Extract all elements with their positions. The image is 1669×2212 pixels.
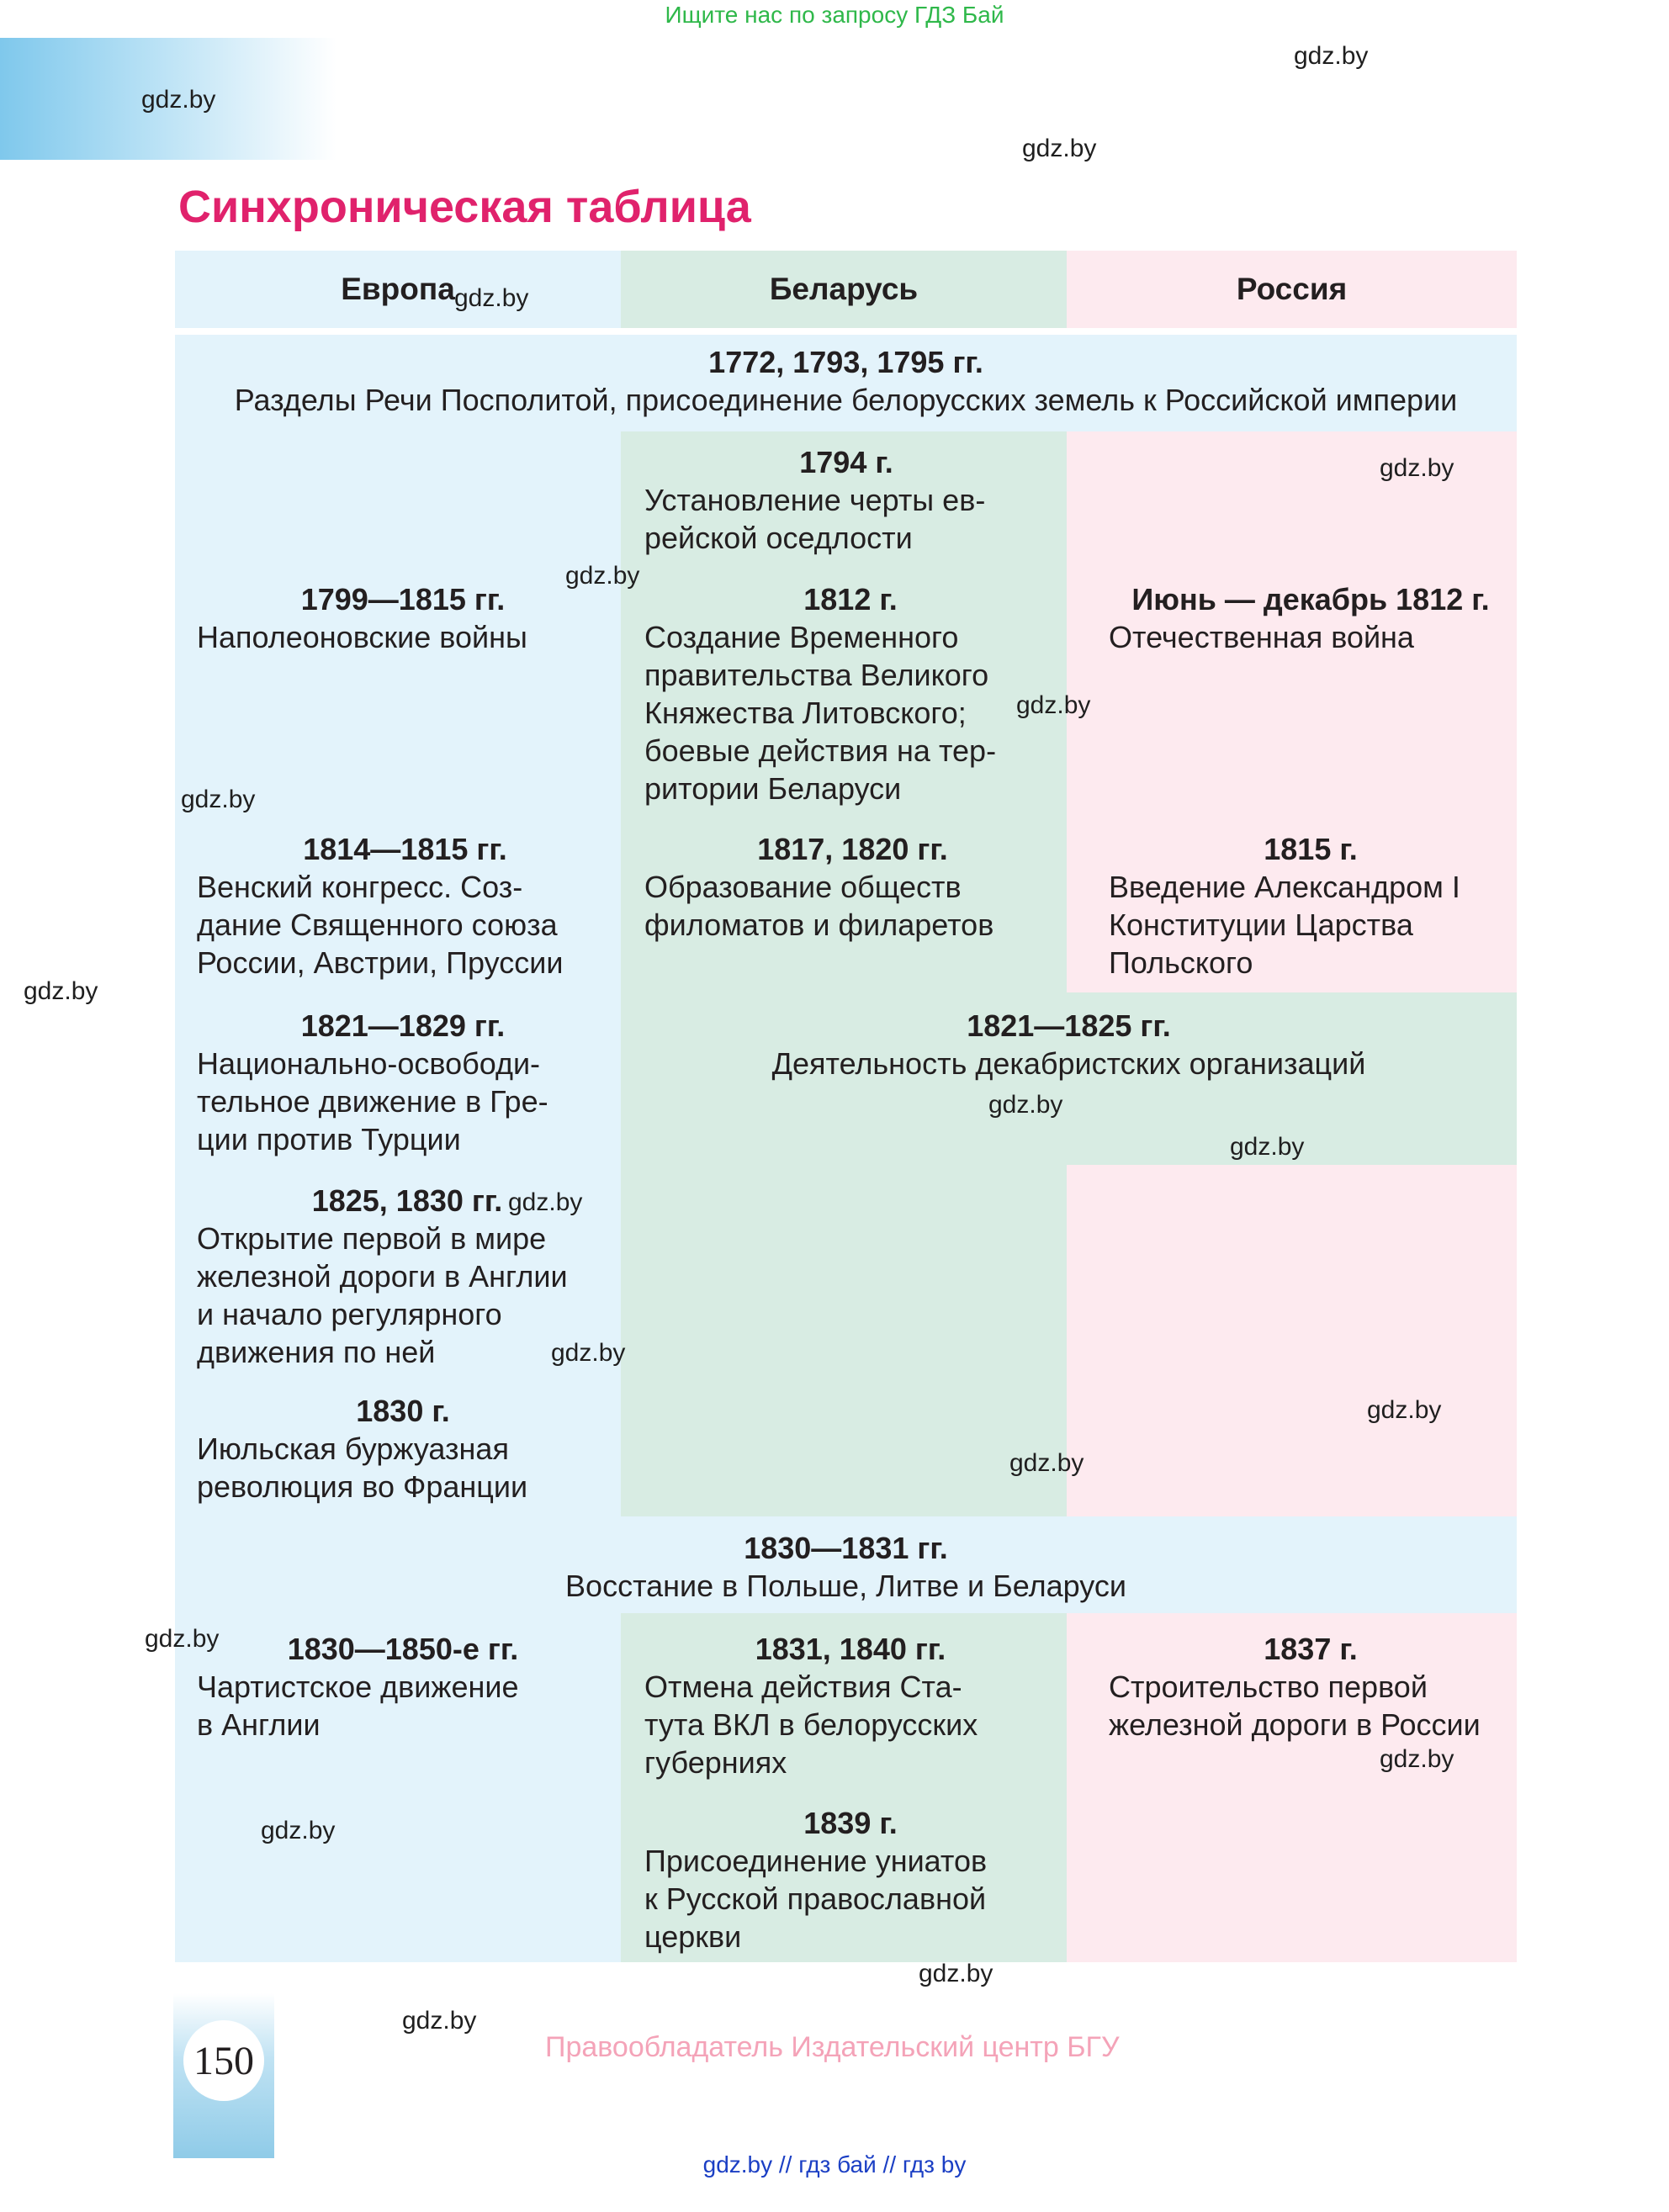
entry-belarus-1817 bbox=[644, 830, 1061, 944]
entry-year: 1837 г. bbox=[1264, 1632, 1358, 1666]
entry-year: 1821—1829 гг. bbox=[300, 1008, 506, 1043]
russia-column-b bbox=[1067, 1165, 1517, 1516]
entry-year: 1830—1831 гг. bbox=[744, 1531, 948, 1565]
entry-text: Наполеоновские войны bbox=[197, 620, 527, 654]
entry-russia-1837 bbox=[1109, 1630, 1513, 1744]
entry-partitions bbox=[175, 343, 1517, 419]
watermark: gdz.by bbox=[1009, 1449, 1084, 1477]
header-russia-label: Россия bbox=[1236, 272, 1348, 306]
watermark: gdz.by bbox=[402, 2007, 477, 2035]
watermark: gdz.by bbox=[141, 86, 216, 114]
watermark: gdz.by bbox=[1230, 1133, 1305, 1161]
entry-text: Чартистское движение в Англии bbox=[197, 1670, 519, 1742]
entry-year: 1821—1825 гг. bbox=[967, 1008, 1171, 1043]
entry-decembrists bbox=[621, 1007, 1517, 1082]
watermark: gdz.by bbox=[508, 1188, 583, 1216]
watermark: gdz.by bbox=[181, 786, 256, 813]
page-number: 150 bbox=[183, 2020, 264, 2101]
footer-links: gdz.by // гдз бай // гдз by bbox=[702, 2151, 967, 2178]
watermark: gdz.by bbox=[1380, 1745, 1454, 1773]
copyright-notice: Правообладатель Издательский центр БГУ bbox=[545, 2031, 1120, 2063]
entry-year: 1772, 1793, 1795 гг. bbox=[708, 345, 983, 379]
entry-belarus-1794 bbox=[644, 443, 1048, 557]
entry-europe-1830s bbox=[197, 1630, 609, 1744]
entry-text: Открытие первой в мире железной дороги в Англии и начало регулярного движения по ней bbox=[197, 1221, 568, 1369]
entry-belarus-1831 bbox=[644, 1630, 1057, 1781]
header-europe-label: Европа bbox=[341, 272, 455, 306]
entry-europe-1821 bbox=[197, 1007, 609, 1158]
watermark: gdz.by bbox=[261, 1817, 336, 1844]
entry-year: 1831, 1840 гг. bbox=[755, 1632, 946, 1666]
belarus-column-b bbox=[621, 1165, 1067, 1516]
header-belarus bbox=[621, 251, 1067, 328]
entry-year: 1794 г. bbox=[799, 445, 893, 479]
entry-russia-1815 bbox=[1109, 830, 1513, 982]
entry-europe-1830 bbox=[197, 1392, 609, 1506]
header-russia bbox=[1067, 251, 1517, 328]
entry-text: Июльская буржуазная революция во Франции bbox=[197, 1431, 528, 1504]
watermark: gdz.by bbox=[24, 977, 98, 1005]
top-banner: Ищите нас по запросу ГДЗ Бай bbox=[665, 2, 1004, 28]
entry-text: Восстание в Польше, Литве и Беларуси bbox=[565, 1569, 1126, 1603]
watermark: gdz.by bbox=[565, 562, 640, 590]
watermark: gdz.by bbox=[919, 1960, 993, 1987]
watermark: gdz.by bbox=[551, 1339, 626, 1367]
entry-text: Отечественная война bbox=[1109, 620, 1414, 654]
page-title: Синхроническая таблица bbox=[178, 182, 751, 232]
entry-text: Установление черты ев- рейской оседлости bbox=[644, 483, 986, 555]
watermark: gdz.by bbox=[1367, 1396, 1442, 1424]
entry-text: Создание Временного правительства Великого Княжества Литовского; боевые действия на тер- ритории Беларуси bbox=[644, 620, 997, 806]
entry-text: Деятельность декабристских организаций bbox=[771, 1046, 1366, 1081]
entry-europe-1799 bbox=[197, 580, 609, 656]
entry-year: 1814—1815 гг. bbox=[303, 832, 507, 866]
entry-europe-1814 bbox=[197, 830, 613, 982]
entry-year: 1830—1850-е гг. bbox=[287, 1632, 519, 1666]
entry-russia-1812 bbox=[1109, 580, 1513, 656]
entry-text: Разделы Речи Посполитой, присоединение белорусских земель к Российской империи bbox=[234, 383, 1458, 417]
entry-text: Образование обществ филоматов и филаретов bbox=[644, 870, 994, 942]
watermark: gdz.by bbox=[1380, 454, 1454, 482]
header-europe bbox=[175, 251, 621, 328]
entry-year: 1817, 1820 гг. bbox=[757, 832, 948, 866]
watermark: gdz.by bbox=[1022, 135, 1097, 162]
entry-text: Отмена действия Ста- тута ВКЛ в белорусских губерниях bbox=[644, 1670, 978, 1780]
entry-text: Введение Александром I Конституции Царства Польского bbox=[1109, 870, 1460, 980]
entry-year: Июнь — декабрь 1812 г. bbox=[1131, 582, 1490, 617]
entry-year: 1799—1815 гг. bbox=[300, 582, 506, 617]
entry-year: 1812 г. bbox=[803, 582, 898, 617]
entry-belarus-1812 bbox=[644, 580, 1057, 807]
header-belarus-label: Беларусь bbox=[769, 272, 919, 306]
entry-belarus-1839 bbox=[644, 1804, 1057, 1955]
entry-text: Присоединение униатов к Русской православной церкви bbox=[644, 1844, 988, 1954]
entry-year: 1830 г. bbox=[356, 1394, 450, 1428]
entry-uprising bbox=[175, 1529, 1517, 1605]
watermark: gdz.by bbox=[145, 1625, 220, 1653]
watermark: gdz.by bbox=[454, 284, 529, 312]
entry-year: 1839 г. bbox=[803, 1806, 898, 1840]
entry-text: Строительство первой железной дороги в России bbox=[1109, 1670, 1481, 1742]
watermark: gdz.by bbox=[988, 1091, 1063, 1119]
entry-year: 1825, 1830 гг. bbox=[311, 1183, 503, 1218]
watermark: gdz.by bbox=[1294, 42, 1369, 70]
entry-text: Национально-освободи- тельное движение в Гре- ции против Турции bbox=[197, 1046, 548, 1156]
entry-text: Венский конгресс. Соз- дание Священного союза России, Австрии, Пруссии bbox=[197, 870, 564, 980]
watermark: gdz.by bbox=[1016, 691, 1091, 719]
entry-year: 1815 г. bbox=[1264, 832, 1358, 866]
